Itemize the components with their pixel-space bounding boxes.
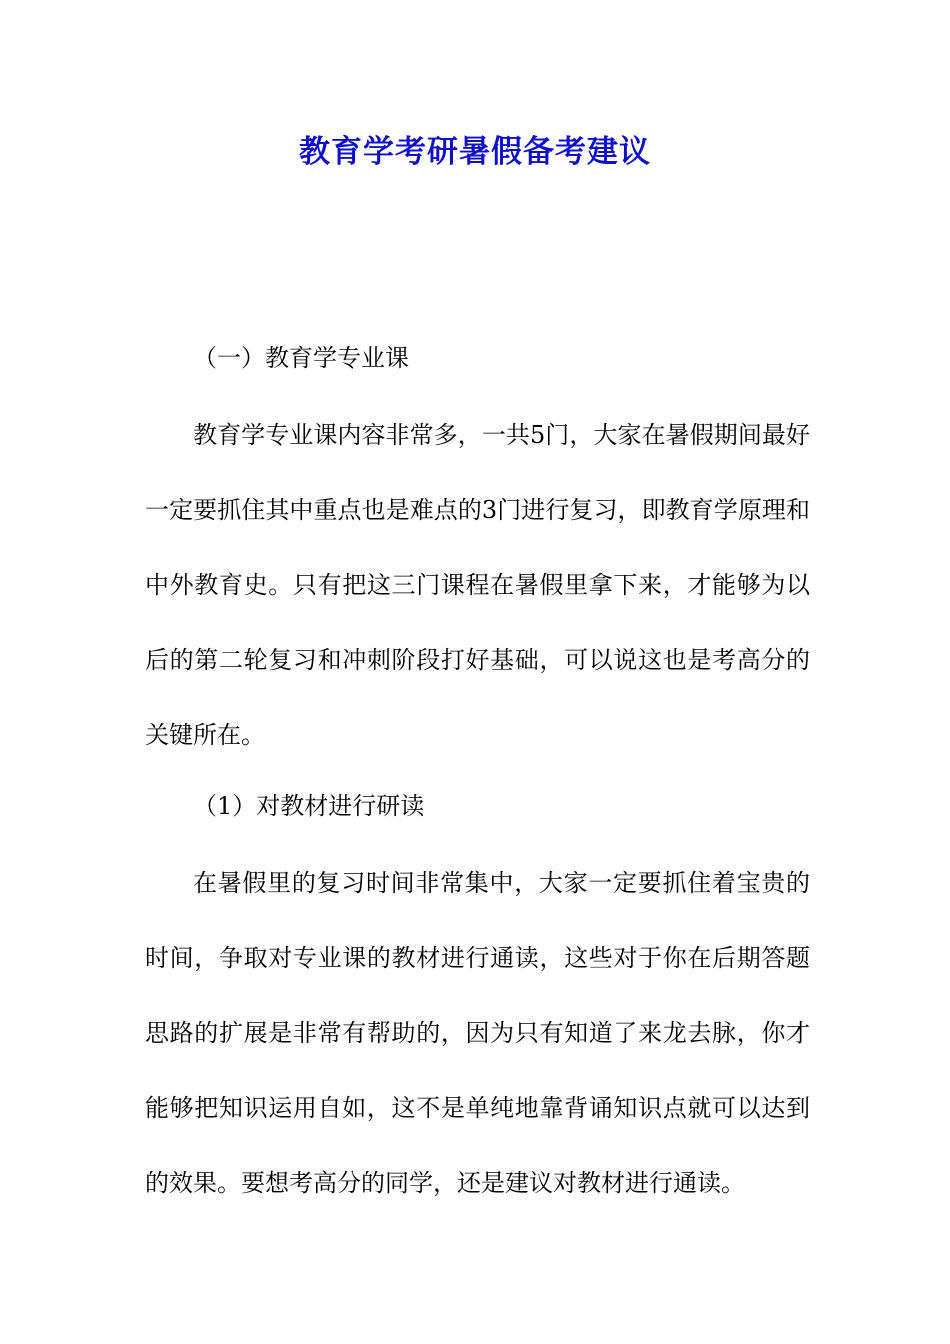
section-paragraph-1: 教育学专业课内容非常多，一共5门，大家在暑假期间最好一定要抓住其中重点也是难点的3门进行复习，即教育学原理和中外教育史。只有把这三门课程在暑假里拿下来，才能够为以后的第二轮复习和冲刺阶段打好基础，可以说这也是考高分的关键所在。: [145, 421, 810, 749]
section-heading-2: （1）对教材进行研读: [193, 792, 425, 820]
document-title: 教育学考研暑假备考建议: [299, 134, 651, 170]
section-paragraph-2: 在暑假里的复习时间非常集中，大家一定要抓住着宝贵的时间，争取对专业课的教材进行通读，这些对于你在后期答题思路的扩展是非常有帮助的，因为只有知道了来龙去脉，你才能够把知识运用自如，这不是单纯地靠背诵知识点就可以达到的效果。要想考高分的同学，还是建议对教材进行通读。: [145, 869, 810, 1197]
section-heading-1: （一）教育学专业课: [193, 344, 409, 372]
